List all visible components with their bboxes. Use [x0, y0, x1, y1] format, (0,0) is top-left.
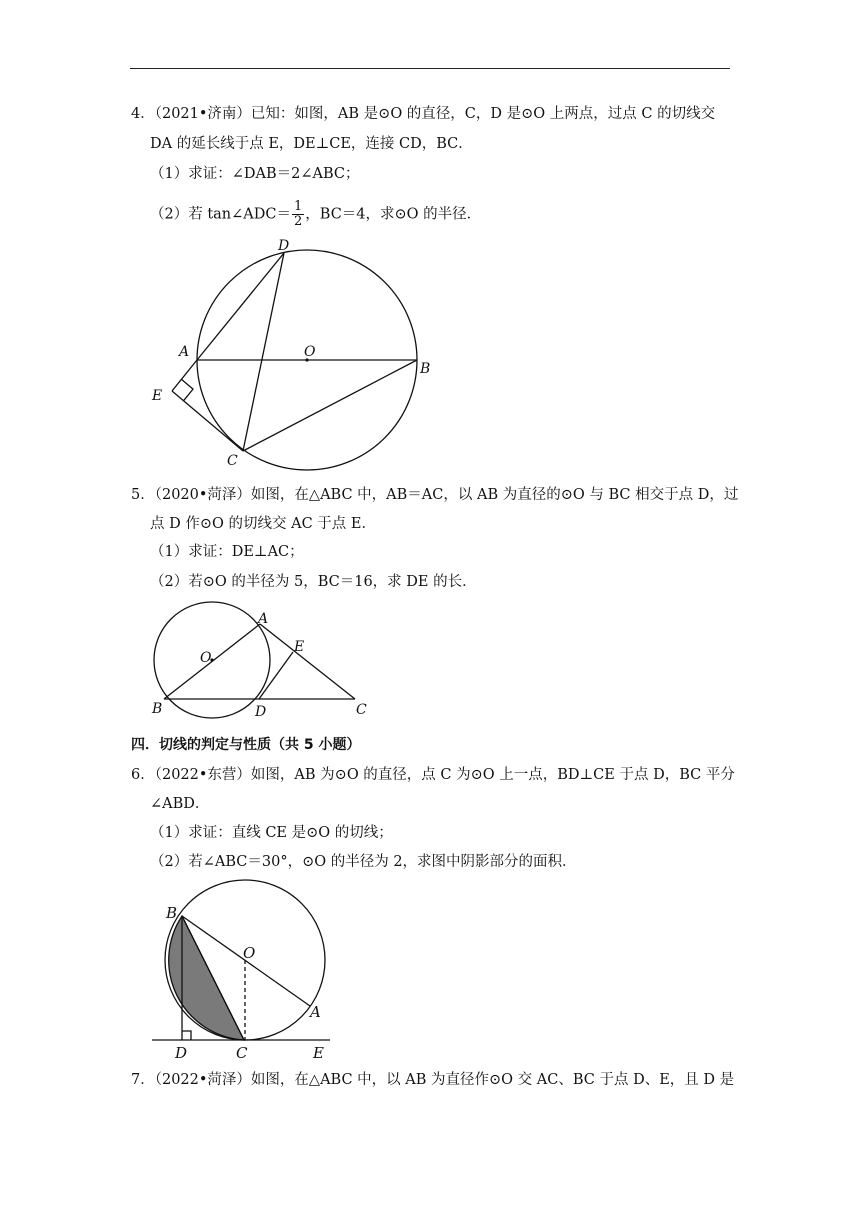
q5-figure — [154, 602, 355, 718]
q5-label-o: O — [200, 650, 212, 666]
q5-tangent-de — [259, 652, 293, 699]
q6-shaded-region — [169, 916, 244, 1040]
q6-label-c: C — [236, 1044, 248, 1062]
q4-text-line1: 4．（2021•济南）已知：如图，AB 是⊙O 的直径，C，D 是⊙O 上两点，过点 C 的切线交 — [131, 106, 716, 122]
section-heading: 四．切线的判定与性质（共 5 小题） — [131, 737, 361, 753]
q4-label-e: E — [152, 388, 163, 404]
q4-chord-da — [197, 253, 284, 360]
fraction-denominator: 2 — [294, 214, 303, 229]
q4-chord-cb — [243, 360, 417, 451]
q5-label-c: C — [356, 702, 367, 718]
q6-label-e: E — [313, 1044, 324, 1062]
q4-right-angle-mark — [181, 379, 193, 400]
q7-text-line1: 7．（2022•菏泽）如图，在△ABC 中，以 AB 为直径作⊙O 交 AC、BC 于点 D、E，且 D 是 — [131, 1072, 735, 1088]
q4-part2-pre: （2）若 tan∠ADC＝ — [150, 206, 291, 223]
q4-figure — [172, 250, 417, 470]
q4-label-a: A — [179, 344, 190, 360]
q5-label-b: B — [152, 701, 163, 717]
q5-side-ac — [260, 624, 355, 699]
q4-label-c: C — [227, 453, 238, 469]
q5-part2: （2）若⊙O 的半径为 5，BC＝16，求 DE 的长． — [150, 574, 477, 590]
q6-part2: （2）若∠ABC＝30°，⊙O 的半径为 2，求图中阴影部分的面积． — [150, 854, 577, 870]
q6-text-line1: 6．（2022•东营）如图，AB 为⊙O 的直径，点 C 为⊙O 上一点，BD⊥CE 于点 D，BC 平分 — [131, 767, 735, 783]
q4-label-o: O — [304, 344, 316, 360]
q4-label-b: B — [420, 361, 431, 377]
q4-part2-post: ，BC＝4，求⊙O 的半径． — [305, 206, 482, 223]
q5-part1: （1）求证：DE⊥AC； — [150, 544, 304, 560]
q6-figure — [152, 880, 330, 1040]
q5-text-line2: 点 D 作⊙O 的切线交 AC 于点 E． — [150, 516, 376, 532]
q5-text-line1: 5．（2020•菏泽）如图，在△ABC 中，AB＝AC，以 AB 为直径的⊙O 与 BC 相交于点 D，过 — [131, 487, 739, 503]
q5-label-d: D — [255, 704, 267, 720]
q6-part1: （1）求证：直线 CE 是⊙O 的切线； — [150, 825, 393, 841]
fraction-numerator: 1 — [294, 199, 303, 214]
q6-label-b: B — [166, 904, 178, 922]
q6-right-angle-mark — [182, 1031, 191, 1040]
q6-text-line2: ∠ABD． — [150, 796, 210, 812]
q4-part1: （1）求证：∠DAB＝2∠ABC； — [150, 166, 360, 182]
q6-label-a: A — [310, 1003, 321, 1021]
q4-label-d: D — [278, 238, 290, 254]
q4-extension-ae — [172, 360, 197, 391]
q5-label-a: A — [258, 611, 269, 627]
q5-label-e: E — [294, 639, 305, 655]
q6-label-d: D — [175, 1044, 188, 1062]
q4-chord-dc — [243, 253, 284, 451]
q6-label-o: O — [243, 944, 256, 962]
q4-text-line2: DA 的延长线于点 E，DE⊥CE，连接 CD，BC． — [150, 136, 473, 152]
q4-tangent-ec — [172, 391, 243, 451]
